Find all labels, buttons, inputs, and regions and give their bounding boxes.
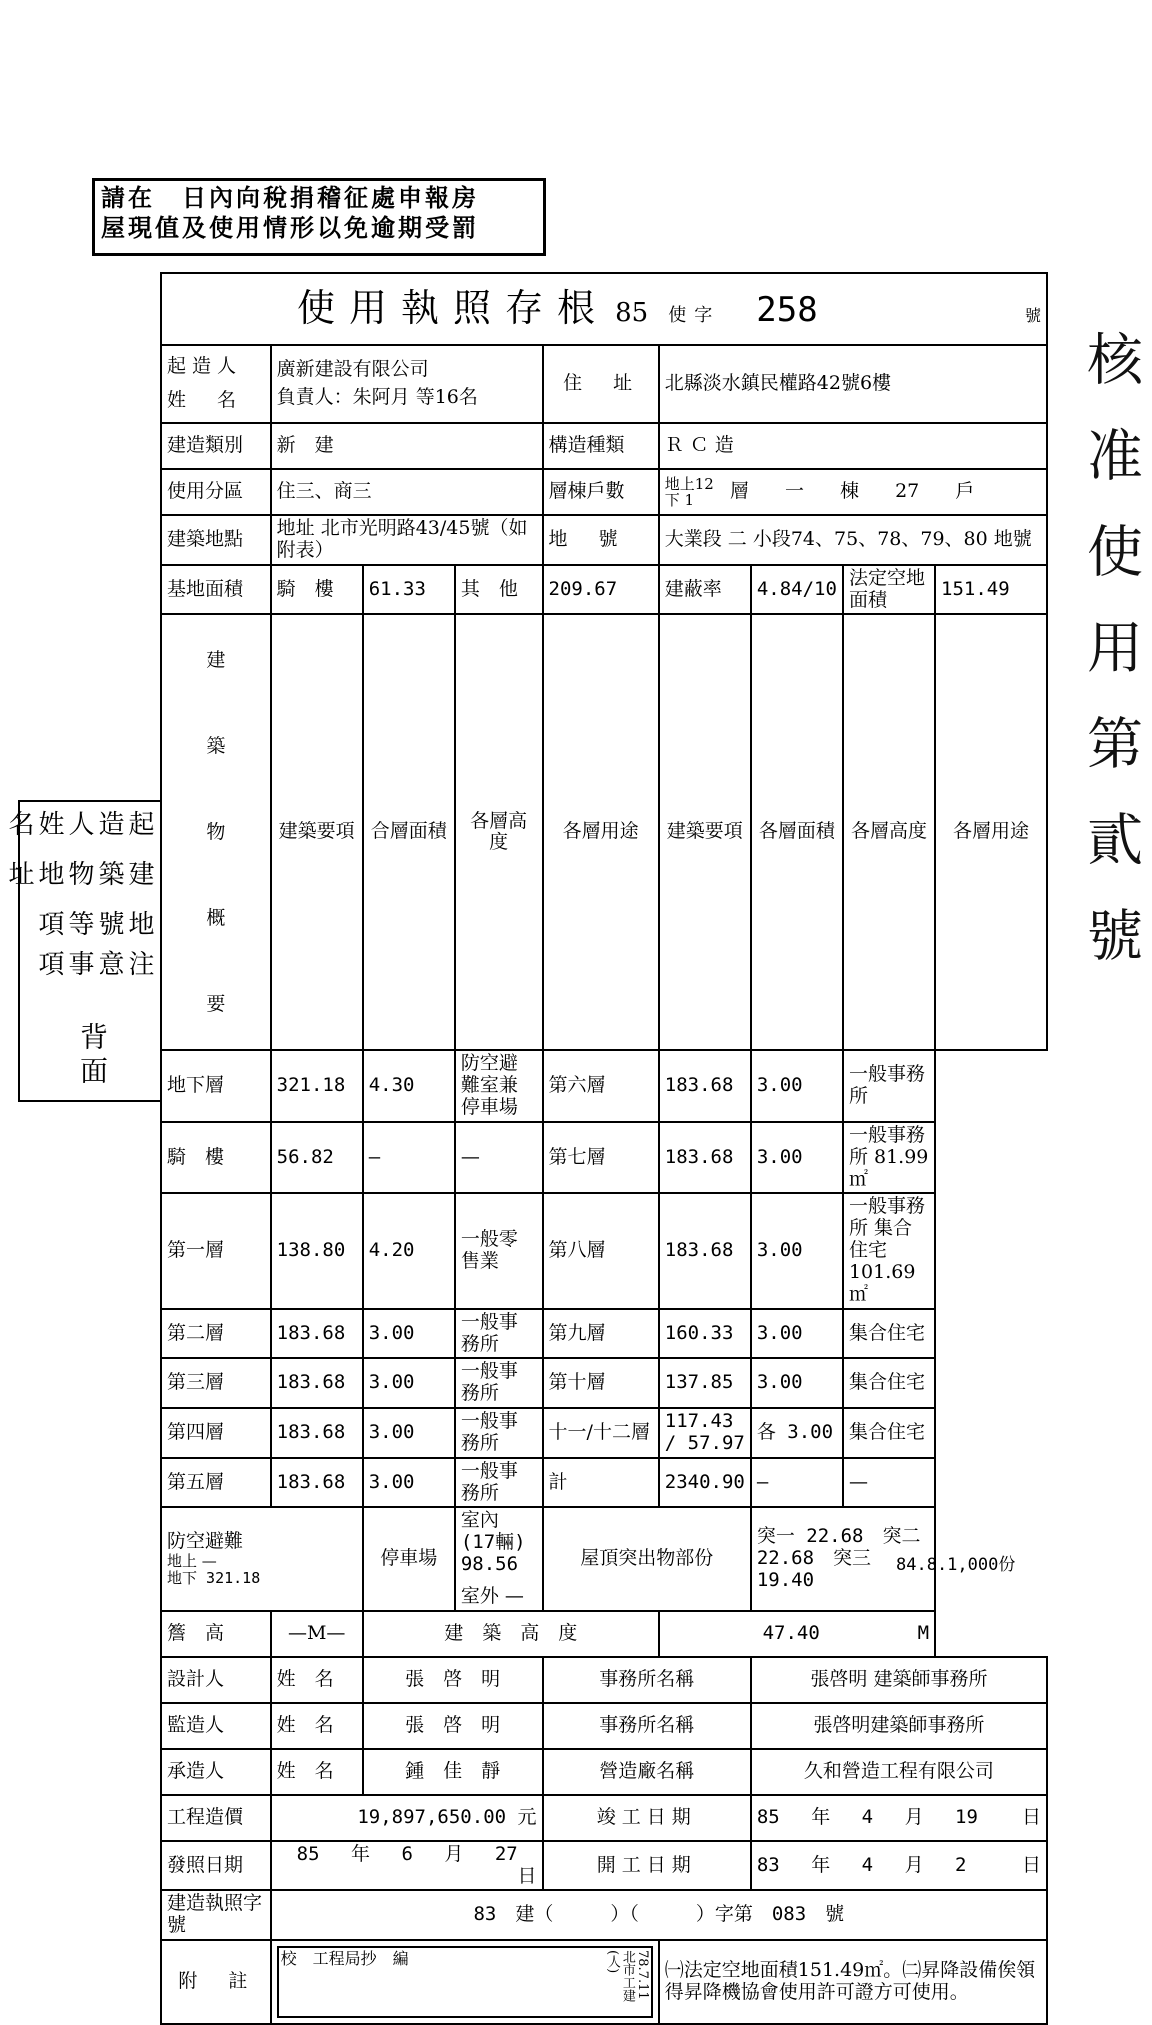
applicant-label-1: 起造人	[167, 355, 243, 378]
floor-height-left: 3.00	[363, 1309, 455, 1359]
floor-name-right: 第十層	[543, 1358, 659, 1408]
floor-area-left: 183.68	[271, 1309, 363, 1359]
floor-use-left: —	[455, 1122, 543, 1194]
parking-outdoor-label: 室外	[460, 1584, 499, 1607]
parking-label: 停車場	[363, 1507, 455, 1610]
col-area: 合層面積	[363, 614, 455, 1050]
issue-month: 6	[401, 1842, 413, 1865]
floor-area-left: 183.68	[271, 1458, 363, 1508]
site-value	[271, 515, 543, 565]
lot-value	[659, 515, 1047, 565]
col-height: 各層高度	[455, 614, 543, 1050]
start-date	[751, 1841, 1047, 1891]
stamp-left-col4: 注意事項	[34, 950, 154, 980]
floor-name-left: 第二層	[161, 1309, 271, 1359]
floor-name-left: 第五層	[161, 1458, 271, 1508]
issue-year: 85	[296, 1842, 320, 1865]
completion-month-unit: 月	[904, 1805, 924, 1828]
designer-name-label: 姓 名	[271, 1657, 363, 1703]
completion-year-unit: 年	[811, 1805, 831, 1828]
shelter-below-value: 321.18	[206, 1569, 261, 1588]
issue-day: 27	[494, 1842, 518, 1865]
floor-area-left: 183.68	[271, 1408, 363, 1458]
lot-suffix: 地號	[993, 527, 1032, 550]
floor-use-right: 一般事務所 集合住宅101.69㎡	[843, 1193, 935, 1308]
side-label-5: 要	[206, 993, 226, 1016]
floor-name-right: 第八層	[543, 1193, 659, 1308]
floor-row	[161, 1309, 1047, 1359]
floor-name-right: 第九層	[543, 1309, 659, 1359]
header-row	[161, 273, 1047, 345]
completion-label: 竣工日期	[543, 1795, 751, 1841]
applicant-company: 廣新建設有限公司	[276, 358, 429, 381]
household-unit: 戶	[955, 480, 975, 502]
floor-use-right: 一般事務所	[843, 1050, 935, 1122]
building-count: 一	[784, 480, 804, 502]
supervisor-name-label: 姓 名	[271, 1703, 363, 1749]
floor-row	[161, 1050, 1047, 1122]
floors-count-value	[659, 469, 1047, 515]
build-type-label: 建造類別	[161, 423, 271, 469]
permit-number: 258	[756, 290, 818, 331]
start-label: 開工日期	[543, 1841, 751, 1891]
site-address: 北市光明路43/45號（如附表）	[276, 517, 528, 561]
shelter-label: 防空避難	[167, 1529, 244, 1552]
designer-office-label: 事務所名稱	[543, 1657, 751, 1703]
coverage-label: 建蔽率	[659, 565, 751, 615]
eaves-label: 簷 高	[161, 1611, 271, 1657]
right-margin-handwriting: 核准使用第貳號	[1078, 330, 1143, 1002]
shelter-cell	[161, 1507, 363, 1610]
floor-use-left: 防空避難室兼停車場	[455, 1050, 543, 1122]
permit-year: 85	[615, 298, 649, 329]
col-area-2: 各層面積	[751, 614, 843, 1050]
start-month-unit: 月	[904, 1853, 924, 1876]
floor-height-right: 3.00	[751, 1050, 843, 1122]
start-day-unit: 日	[1021, 1853, 1041, 1876]
address-label: 住 址	[543, 345, 659, 423]
side-label-2: 築	[206, 735, 226, 758]
stamp-left-col1: 起造人姓名	[4, 810, 154, 840]
floor-row	[161, 1193, 1047, 1308]
floor-height-right: 3.00	[751, 1193, 843, 1308]
completion-day: 19	[955, 1805, 978, 1828]
lot-number: 大業段 二 小段74、75、78、79、80	[664, 527, 988, 550]
roof-values: 突一 22.68 突二 22.68 突三 19.40	[751, 1507, 935, 1610]
shelter-above-label: 地上	[167, 1551, 198, 1570]
floors-count-label: 層棟戶數	[543, 469, 659, 515]
other-label: 其 他	[455, 565, 543, 615]
cost-unit: 元	[517, 1805, 537, 1828]
coverage-value: 4.84/10	[751, 565, 843, 615]
start-day: 2	[955, 1853, 967, 1876]
cost-value	[271, 1795, 543, 1841]
floor-height-right: 3.00	[751, 1122, 843, 1194]
tax-notice-stamp	[92, 178, 546, 256]
permit-ref-label: 建造執照字號	[161, 1890, 271, 1940]
col-item: 建築要項	[271, 614, 363, 1050]
building-height-value	[659, 1611, 935, 1657]
floor-use-right: 集合住宅	[843, 1309, 935, 1359]
designer-label: 設計人	[161, 1657, 271, 1703]
contractor-name: 鍾 佳 靜	[363, 1749, 543, 1795]
building-unit: 棟	[840, 480, 860, 502]
left-side-stamp	[4, 800, 162, 1102]
floors-above: 地上12	[664, 475, 714, 493]
floor-row	[161, 1408, 1047, 1458]
parking-outdoor-value: —	[504, 1584, 524, 1607]
permit-ref-value: 83 建（ ）（ ）字第 083 號	[271, 1890, 1047, 1940]
zone-label: 使用分區	[161, 469, 271, 515]
floor-area-right: 2340.90	[659, 1458, 751, 1508]
site-address-mark: 地址	[276, 517, 315, 539]
office-stamp-right: 78.7.11 北市工建(人)	[604, 1950, 650, 2003]
floor-use-right: 集合住宅	[843, 1408, 935, 1458]
issue-year-unit: 年	[350, 1842, 370, 1865]
issue-day-unit: 日	[517, 1864, 537, 1887]
completion-year: 85	[756, 1805, 780, 1828]
structure-value: ＲＣ造	[659, 423, 1047, 469]
building-summary-label	[161, 614, 271, 1050]
parking-indoor-label: 室內	[460, 1509, 499, 1532]
floor-area-right: 183.68	[659, 1193, 751, 1308]
floor-height-left: 4.20	[363, 1193, 455, 1308]
contractor-office: 久和營造工程有限公司	[751, 1749, 1047, 1795]
lot-label: 地 號	[543, 515, 659, 565]
floor-height-right: 3.00	[751, 1309, 843, 1359]
floor-height-left: —	[363, 1122, 455, 1194]
arcade-label: 騎 樓	[271, 565, 363, 615]
applicant-count: 等16名	[415, 386, 478, 408]
floors-below: 下 1	[664, 491, 695, 509]
floor-use-left: 一般事務所	[455, 1358, 543, 1408]
applicant-label	[161, 345, 271, 423]
open-space-value: 151.49	[935, 565, 1047, 615]
floor-name-left: 第三層	[161, 1358, 271, 1408]
permit-suffix: 號	[1024, 306, 1041, 326]
floor-height-left: 3.00	[363, 1358, 455, 1408]
floor-area-left: 183.68	[271, 1358, 363, 1408]
footer-print-info: 84.8.1,000份	[896, 1555, 1016, 1575]
start-year-unit: 年	[811, 1853, 831, 1876]
floor-name-right: 第六層	[543, 1050, 659, 1122]
cost-label: 工程造價	[161, 1795, 271, 1841]
floor-area-right: 137.85	[659, 1358, 751, 1408]
supervisor-office: 張啓明建築師事務所	[751, 1703, 1047, 1749]
floor-row	[161, 1122, 1047, 1194]
floor-area-right: 183.68	[659, 1122, 751, 1194]
zone-value: 住三、商三	[271, 469, 543, 515]
issue-date	[271, 1841, 543, 1891]
start-month: 4	[861, 1853, 874, 1876]
supervisor-office-label: 事務所名稱	[543, 1703, 751, 1749]
applicant-value	[271, 345, 543, 423]
page-title: 使用執照存根	[297, 286, 610, 331]
floor-height-right: —	[751, 1458, 843, 1508]
permit-word: 使字	[668, 305, 721, 327]
applicant-person: 負責人：朱阿月	[276, 386, 410, 408]
parking-values	[455, 1507, 543, 1610]
floor-name-left: 第四層	[161, 1408, 271, 1458]
office-stamp	[277, 1946, 653, 2018]
stamp-left-note: 背面	[76, 1022, 109, 1090]
floor-use-right: —	[843, 1458, 935, 1508]
floor-row	[161, 1458, 1047, 1508]
permit-stub-table	[160, 272, 1048, 2025]
floor-area-right: 183.68	[659, 1050, 751, 1122]
floor-area-left: 138.80	[271, 1193, 363, 1308]
cost-amount: 19,897,650.00	[357, 1805, 507, 1828]
stamp-line-2: 屋現值及使用情形以免逾期受罰	[101, 213, 479, 242]
issue-month-unit: 月	[444, 1842, 464, 1865]
floor-area-left: 321.18	[271, 1050, 363, 1122]
note-text: ㈠法定空地面積151.49㎡。㈡昇降設備俟領得昇降機協會使用許可證方可使用。	[659, 1940, 1047, 2024]
applicant-label-2: 姓 名	[167, 389, 243, 411]
shelter-below-label: 地下	[167, 1569, 198, 1588]
floor-name-left: 第一層	[161, 1193, 271, 1308]
col-height-2: 各層高度	[843, 614, 935, 1050]
contractor-name-label: 姓 名	[271, 1749, 363, 1795]
floor-height-left: 3.00	[363, 1408, 455, 1458]
floor-name-right: 第七層	[543, 1122, 659, 1194]
note-stamp-area	[271, 1940, 659, 2024]
supervisor-name: 張 啓 明	[363, 1703, 543, 1749]
completion-date	[751, 1795, 1047, 1841]
site-label: 建築地點	[161, 515, 271, 565]
arcade-area: 61.33	[363, 565, 455, 615]
floor-use-left: 一般事務所	[455, 1408, 543, 1458]
shelter-above-value: —	[201, 1551, 217, 1570]
designer-name: 張 啓 明	[363, 1657, 543, 1703]
building-height-label: 建 築 高 度	[363, 1611, 659, 1657]
floor-height-left: 4.30	[363, 1050, 455, 1122]
other-area: 209.67	[543, 565, 659, 615]
eaves-value: —M—	[271, 1611, 363, 1657]
col-use-2: 各層用途	[935, 614, 1047, 1050]
floor-row	[161, 1358, 1047, 1408]
land-label: 基地面積	[161, 565, 271, 615]
stamp-line-1: 請在 日內向稅捐稽征處申報房	[101, 183, 479, 212]
household-count: 27	[895, 480, 920, 502]
office-stamp-text: 校 工程局抄 編	[280, 1949, 409, 1969]
side-label-1: 建	[206, 649, 226, 672]
side-label-3: 物	[206, 821, 226, 844]
floor-use-left: 一般零售業	[455, 1193, 543, 1308]
floor-area-right: 117.43 / 57.97	[659, 1408, 751, 1458]
floor-use-left: 一般事務所	[455, 1458, 543, 1508]
structure-label: 構造種類	[543, 423, 659, 469]
col-item-2: 建築要項	[659, 614, 751, 1050]
floor-height-left: 3.00	[363, 1458, 455, 1508]
stamp-left-col3: 地號等項	[34, 910, 154, 940]
floor-area-left: 56.82	[271, 1122, 363, 1194]
completion-month: 4	[861, 1805, 874, 1828]
floor-name-left: 騎 樓	[161, 1122, 271, 1194]
floors-layer-unit: 層	[729, 480, 749, 502]
parking-indoor-value: (17輛) 98.56	[460, 1531, 526, 1576]
col-use: 各層用途	[543, 614, 659, 1050]
supervisor-label: 監造人	[161, 1703, 271, 1749]
floor-height-right: 3.00	[751, 1358, 843, 1408]
start-year: 83	[756, 1853, 780, 1876]
floor-height-right: 各 3.00	[751, 1408, 843, 1458]
stamp-left-col2: 建築物地址	[4, 860, 154, 890]
open-space-label: 法定空地面積	[843, 565, 935, 615]
contractor-label: 承造人	[161, 1749, 271, 1795]
side-label-4: 概	[206, 907, 226, 930]
floor-name-left: 地下層	[161, 1050, 271, 1122]
contractor-office-label: 營造廠名稱	[543, 1749, 751, 1795]
floor-name-right: 十一/十二層	[543, 1408, 659, 1458]
build-type-value: 新 建	[271, 423, 543, 469]
designer-office: 張啓明 建築師事務所	[751, 1657, 1047, 1703]
building-height-unit: M	[917, 1621, 930, 1644]
floor-area-right: 160.33	[659, 1309, 751, 1359]
building-height-number: 47.40	[762, 1621, 820, 1644]
note-label: 附 註	[161, 1940, 271, 2024]
roof-label: 屋頂突出物部份	[543, 1507, 751, 1610]
issue-label: 發照日期	[161, 1841, 271, 1891]
completion-day-unit: 日	[1021, 1805, 1041, 1828]
floor-use-right: 一般事務所 81.99㎡	[843, 1122, 935, 1194]
floor-name-right: 計	[543, 1458, 659, 1508]
address-value: 北縣淡水鎮民權路42號6樓	[659, 345, 1047, 423]
floor-use-right: 集合住宅	[843, 1358, 935, 1408]
floor-use-left: 一般事務所	[455, 1309, 543, 1359]
